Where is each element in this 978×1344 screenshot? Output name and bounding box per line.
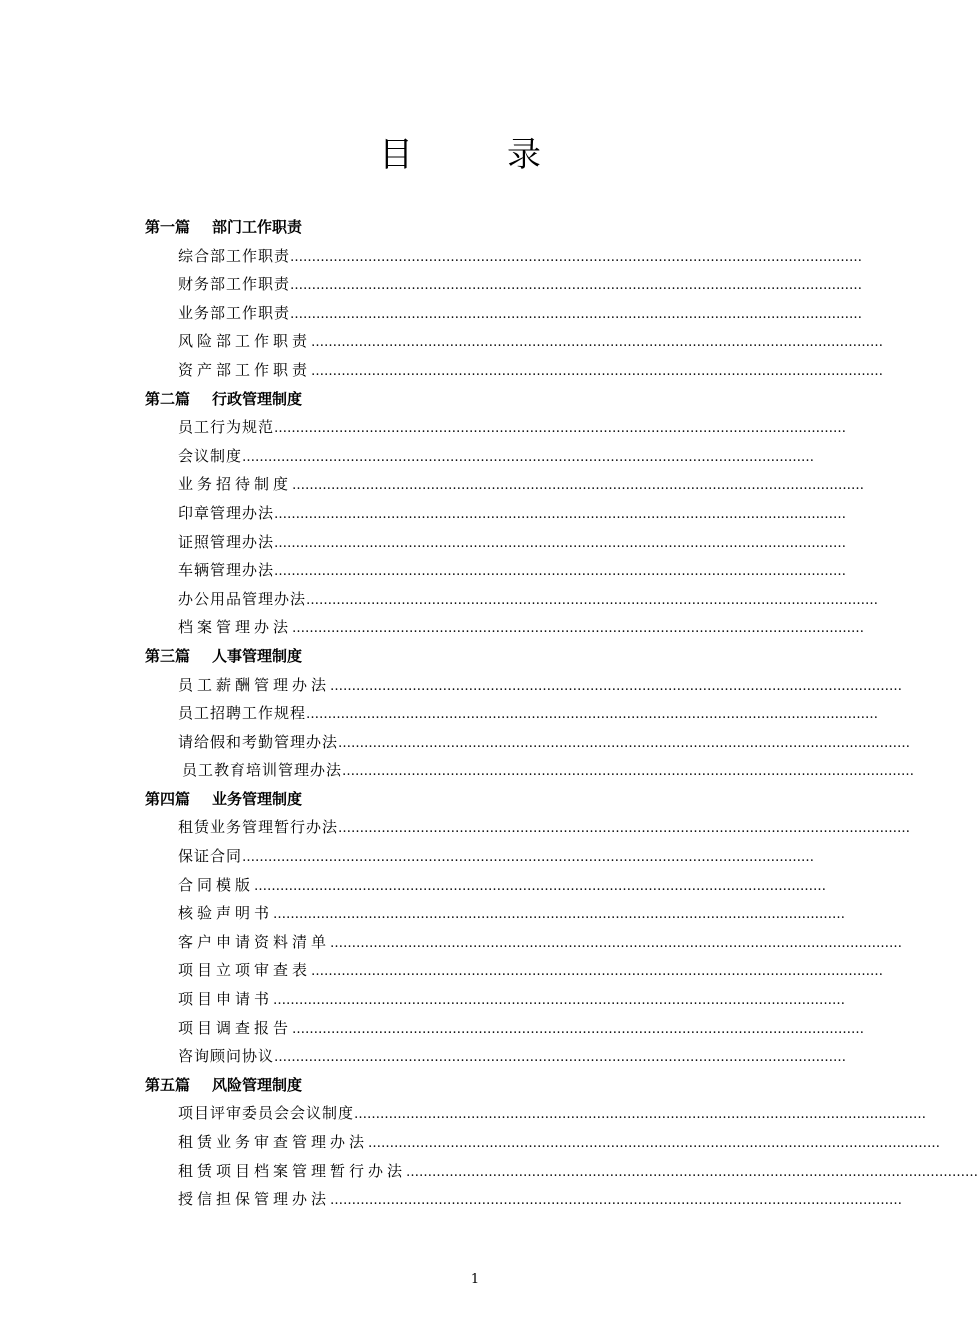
dot-leader: …………………………………………………………………………………………………………………… [311,964,884,980]
part-number: 第三篇 [145,646,191,665]
toc-entry[interactable] [145,613,865,642]
toc-entry-label: 印章管理办法 [178,503,275,522]
dot-leader: …………………………………………………………………………………………………………………… [274,506,847,522]
dot-leader: …………………………………………………………………………………………………………………… [242,850,815,866]
toc-entry[interactable] [145,413,847,442]
toc-entry[interactable] [145,928,903,957]
dot-leader: …………………………………………………………………………………………………………………… [311,363,884,379]
toc-entry-label: 客户申请资料清单 [178,932,331,951]
toc-entry[interactable] [145,871,827,900]
dot-leader: …………………………………………………………………………………………………………………… [290,278,863,294]
toc-entry-label: 员工行为规范 [178,418,275,437]
dot-leader: …………………………………………………………………………………………………………………… [242,449,815,465]
part-number: 第五篇 [145,1075,191,1094]
toc-entry-label: 员工教育培训管理办法 [182,761,343,780]
toc-entry-label: 项目调查报告 [178,1018,293,1037]
toc-entry-label: 项目评审委员会会议制度 [178,1104,355,1123]
dot-leader: …………………………………………………………………………………………………………………… [338,821,911,837]
toc-entry[interactable] [145,327,884,356]
dot-leader: …………………………………………………………………………………………………………………… [290,249,863,265]
table-of-contents [145,213,978,1214]
dot-leader: …………………………………………………………………………………………………………………… [274,1050,847,1066]
dot-leader: …………………………………………………………………………………………………………………… [254,878,827,894]
dot-leader: …………………………………………………………………………………………………………………… [274,564,847,580]
part-name: 风险管理制度 [212,1075,303,1094]
dot-leader: …………………………………………………………………………………………………………………… [311,335,884,351]
toc-entry[interactable] [145,270,863,299]
dot-leader: …………………………………………………………………………………………………………………… [274,421,847,437]
dot-leader: …………………………………………………………………………………………………………………… [292,1021,865,1037]
toc-entry-label: 保证合同 [178,847,243,866]
part-name: 业务管理制度 [212,789,303,808]
part-heading [145,1071,807,1100]
toc-entry[interactable] [145,1128,941,1157]
dot-leader: …………………………………………………………………………………………………………………… [273,907,846,923]
toc-entry[interactable] [145,299,863,328]
toc-entry-label: 风险部工作职责 [178,332,312,351]
toc-entry-label: 咨询顾问协议 [178,1047,275,1066]
toc-entry-label: 业务招待制度 [178,475,293,494]
toc-entry[interactable] [145,756,915,785]
toc-entry[interactable] [145,528,847,557]
toc-entry-label: 财务部工作职责 [178,275,291,294]
toc-entry-label: 车辆管理办法 [178,561,275,580]
toc-entry[interactable] [145,356,884,385]
toc-entry-label: 员工招聘工作规程 [178,704,307,723]
dot-leader: …………………………………………………………………………………………………………………… [330,678,903,694]
toc-entry-label: 项目立项审查表 [178,961,312,980]
toc-entry[interactable] [145,556,847,585]
toc-entry-label: 办公用品管理办法 [178,589,307,608]
part-heading [145,785,807,814]
toc-entry[interactable] [145,442,815,471]
toc-entry[interactable] [145,499,847,528]
dot-leader: …………………………………………………………………………………………………………………… [306,592,879,608]
toc-entry[interactable] [145,1042,847,1071]
toc-entry-label: 租赁业务审查管理办法 [178,1133,369,1151]
dot-leader: …………………………………………………………………………………………………………………… [406,1164,978,1180]
dot-leader: …………………………………………………………………………………………………………………… [368,1136,941,1151]
toc-entry[interactable] [145,985,846,1014]
dot-leader: …………………………………………………………………………………………………………………… [338,735,911,751]
toc-entry-label: 合同模版 [178,875,255,894]
dot-leader: …………………………………………………………………………………………………………………… [330,935,903,951]
toc-entry-label: 请给假和考勤管理办法 [178,732,339,751]
toc-entry[interactable] [145,1014,865,1043]
toc-entry-label: 核验声明书 [178,904,274,923]
toc-entry-label: 租赁业务管理暂行办法 [178,818,339,837]
dot-leader: …………………………………………………………………………………………………………………… [342,764,915,780]
toc-entry-label: 证照管理办法 [178,532,275,551]
toc-entry[interactable] [145,728,911,757]
page-number: 1 [470,1272,480,1287]
toc-entry[interactable] [145,1099,927,1128]
dot-leader: …………………………………………………………………………………………………………………… [330,1193,903,1209]
part-number: 第四篇 [145,789,191,808]
toc-entry-label: 员工薪酬管理办法 [178,675,331,694]
dot-leader: …………………………………………………………………………………………………………………… [273,993,846,1009]
toc-entry[interactable] [145,1185,903,1214]
toc-entry[interactable] [145,242,863,271]
toc-entry-label: 项目申请书 [178,990,274,1009]
toc-entry[interactable] [145,813,911,842]
dot-leader: …………………………………………………………………………………………………………………… [290,306,863,322]
toc-entry-label: 会议制度 [178,446,243,465]
toc-entry-label: 资产部工作职责 [178,360,312,379]
toc-entry-label: 租赁项目档案管理暂行办法 [178,1161,407,1180]
part-heading [145,213,807,242]
toc-entry-label: 授信担保管理办法 [178,1190,331,1209]
toc-entry-label: 业务部工作职责 [178,303,291,322]
dot-leader: …………………………………………………………………………………………………………………… [292,478,865,494]
toc-title: 目 录 [379,135,571,175]
dot-leader: …………………………………………………………………………………………………………………… [292,621,865,637]
dot-leader: …………………………………………………………………………………………………………………… [354,1107,927,1123]
toc-entry[interactable] [145,956,884,985]
toc-entry[interactable] [145,470,865,499]
part-number: 第二篇 [145,389,191,408]
toc-entry[interactable] [145,699,879,728]
toc-entry[interactable] [145,842,815,871]
toc-entry[interactable] [145,585,879,614]
toc-entry[interactable] [145,1157,978,1186]
part-heading [145,385,807,414]
part-name: 人事管理制度 [212,646,303,665]
part-number: 第一篇 [145,218,191,236]
dot-leader: …………………………………………………………………………………………………………………… [306,707,879,723]
part-name: 部门工作职责 [212,218,303,236]
toc-entry[interactable] [145,671,903,700]
part-name: 行政管理制度 [212,389,303,408]
dot-leader: …………………………………………………………………………………………………………………… [274,535,847,551]
toc-entry-label: 综合部工作职责 [178,246,291,265]
toc-entry-label: 档案管理办法 [178,618,293,637]
toc-entry[interactable] [145,899,846,928]
part-heading [145,642,807,671]
